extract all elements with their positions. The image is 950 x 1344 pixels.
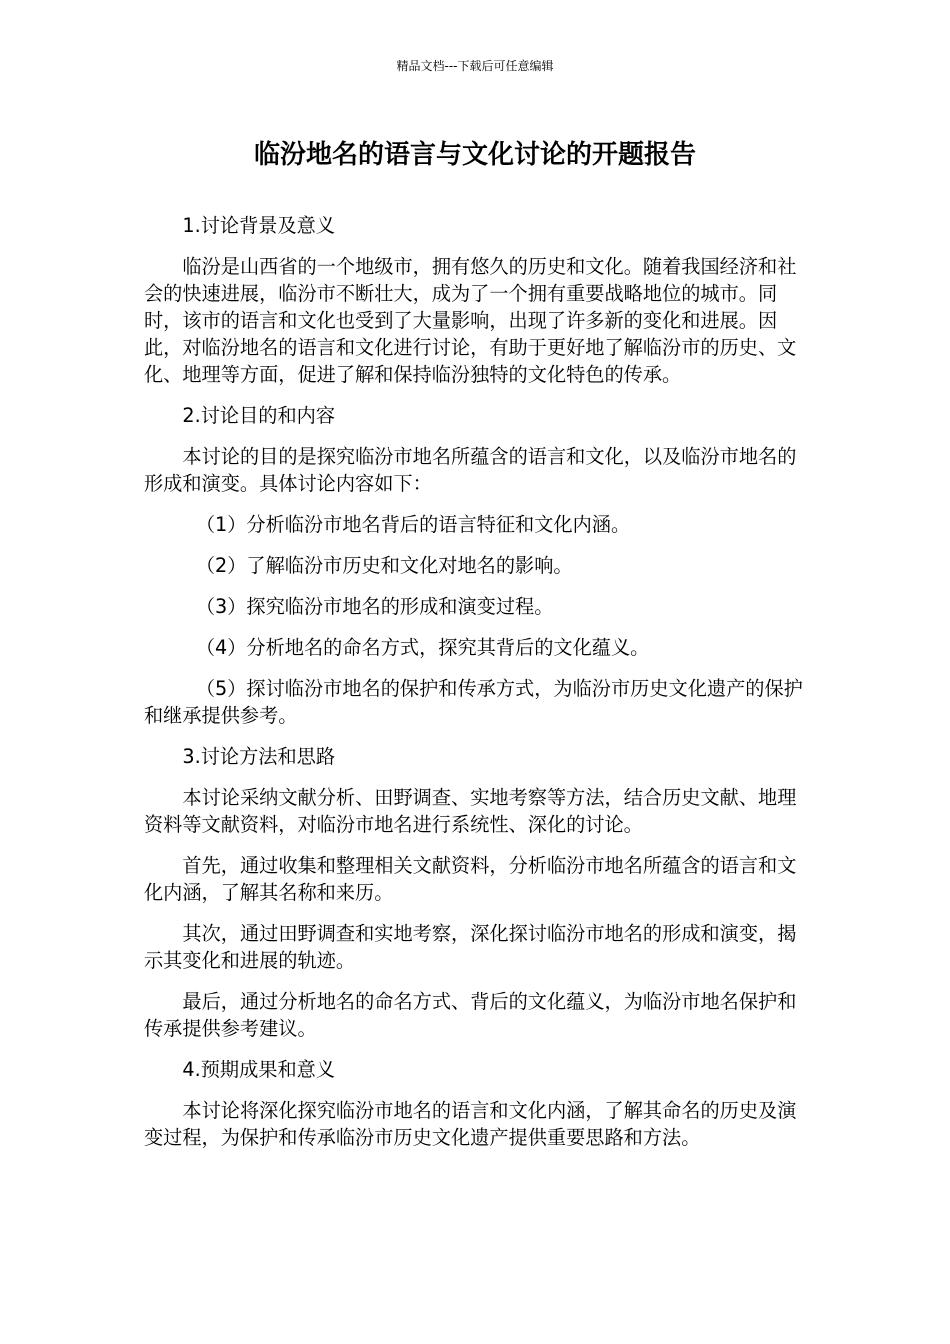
list-item: （1）分析临汾市地名背后的语言特征和文化内涵。 — [195, 513, 631, 536]
list-item: （2）了解临汾市历史和文化对地名的影响。 — [195, 554, 573, 577]
paragraph: 本讨论将深化探究临汾市地名的语言和文化内涵，了解其命名的历史及演变过程，为保护和传承临汾市历史文化遗产提供重要思路和方法。 — [144, 1099, 797, 1149]
list-item: （5）探讨临汾市地名的保护和传承方式，为临汾市历史文化遗产的保护和继承提供参考。 — [144, 677, 803, 727]
paragraph: 临汾是山西省的一个地级市，拥有悠久的历史和文化。随着我国经济和社会的快速进展，临汾市不断壮大，成为了一个拥有重要战略地位的城市。同时，该市的语言和文化也受到了大量影响，出现了许多新的变化和进展。因此，对临汾地名的语言和文化进行讨论，有助于更好地了解临汾市的历史、文化、地理等方面，促进了解和保持临汾独特的文化特色的传承。 — [144, 255, 797, 386]
section-heading: 2.讨论目的和内容 — [182, 404, 336, 427]
list-item: （4）分析地名的命名方式，探究其背后的文化蕴义。 — [195, 636, 650, 659]
paragraph: 首先，通过收集和整理相关文献资料，分析临汾市地名所蕴含的语言和文化内涵，了解其名称和来历。 — [144, 854, 797, 904]
section-heading: 3.讨论方法和思路 — [182, 745, 336, 768]
page-header: 精品文档---下载后可任意编辑 — [396, 59, 554, 73]
document-title: 临汾地名的语言与文化讨论的开题报告 — [253, 140, 696, 170]
paragraph: 本讨论采纳文献分析、田野调查、实地考察等方法，结合历史文献、地理资料等文献资料，对临汾市地名进行系统性、深化的讨论。 — [144, 786, 797, 836]
paragraph: 其次，通过田野调查和实地考察，深化探讨临汾市地名的形成和演变，揭示其变化和进展的轨迹。 — [144, 922, 797, 972]
list-item: （3）探究临汾市地名的形成和演变过程。 — [195, 595, 554, 618]
section-heading: 4.预期成果和意义 — [182, 1058, 336, 1081]
paragraph: 最后，通过分析地名的命名方式、背后的文化蕴义，为临汾市地名保护和传承提供参考建议。 — [144, 990, 797, 1040]
section-heading: 1.讨论背景及意义 — [182, 214, 336, 237]
document-body — [144, 212, 808, 1165]
paragraph: 本讨论的目的是探究临汾市地名所蕴含的语言和文化，以及临汾市地名的形成和演变。具体讨论内容如下： — [144, 445, 797, 495]
